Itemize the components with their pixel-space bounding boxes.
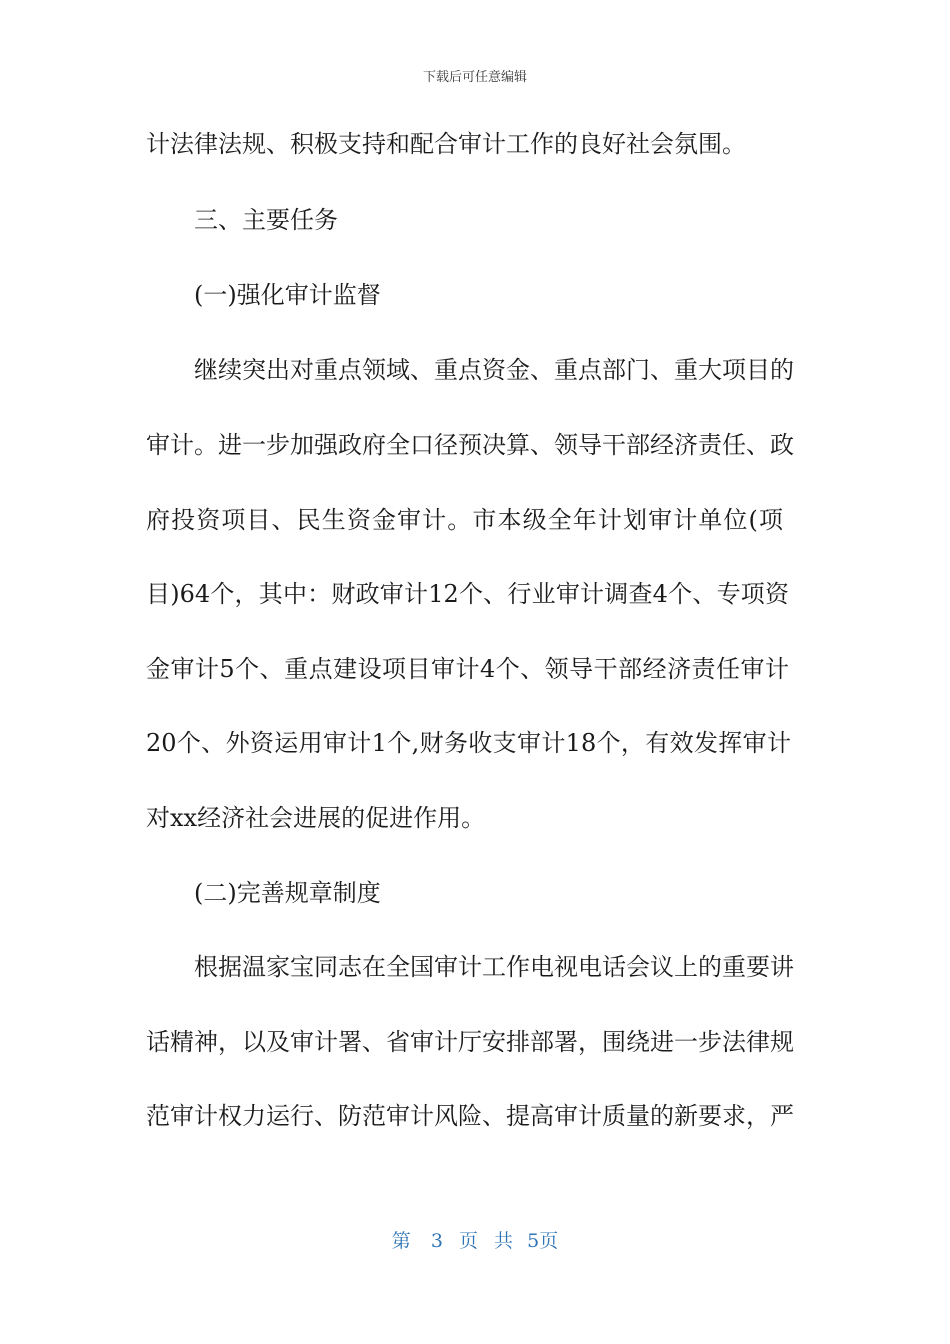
footer-current-page: 3 — [430, 1230, 443, 1252]
footer-total-prefix: 共 — [494, 1230, 514, 1252]
text-line-7: 目)64个，其中：财政审计12个、行业审计调查4个、专项资 — [146, 580, 789, 608]
subsection-heading-2: (二)完善规章制度 — [194, 879, 381, 907]
text-line-8: 金审计5个、重点建设项目审计4个、领导干部经济责任审计 — [146, 655, 789, 683]
footer-total-pages: 5页 — [527, 1230, 559, 1252]
text-line-13: 话精神，以及审计署、省审计厅安排部署，围绕进一步法律规 — [146, 1028, 794, 1056]
text-line-12: 根据温家宝同志在全国审计工作电视电话会议上的重要讲 — [194, 953, 794, 981]
section-heading-main-tasks: 三、主要任务 — [194, 206, 338, 234]
text-line-1: 计法律法规、积极支持和配合审计工作的良好社会氛围。 — [146, 130, 746, 158]
text-line-5: 审计。进一步加强政府全口径预决算、领导干部经济责任、政 — [146, 431, 794, 459]
subsection-heading-1: (一)强化审计监督 — [194, 281, 381, 309]
text-line-9: 20个、外资运用审计1个,财务收支审计18个，有效发挥审计 — [146, 729, 791, 757]
text-line-6: 府投资项目、民生资金审计。市本级全年计划审计单位(项 — [146, 506, 783, 534]
page-footer — [0, 1226, 950, 1253]
footer-page-prefix: 第 — [391, 1230, 411, 1252]
text-line-10: 对xx经济社会进展的促进作用。 — [146, 804, 486, 832]
text-line-14: 范审计权力运行、防范审计风险、提高审计质量的新要求，严 — [146, 1102, 794, 1130]
text-line-4: 继续突出对重点领域、重点资金、重点部门、重大项目的 — [194, 356, 794, 384]
footer-page-mid: 页 — [458, 1230, 478, 1252]
header-note: 下载后可任意编辑 — [422, 70, 527, 85]
